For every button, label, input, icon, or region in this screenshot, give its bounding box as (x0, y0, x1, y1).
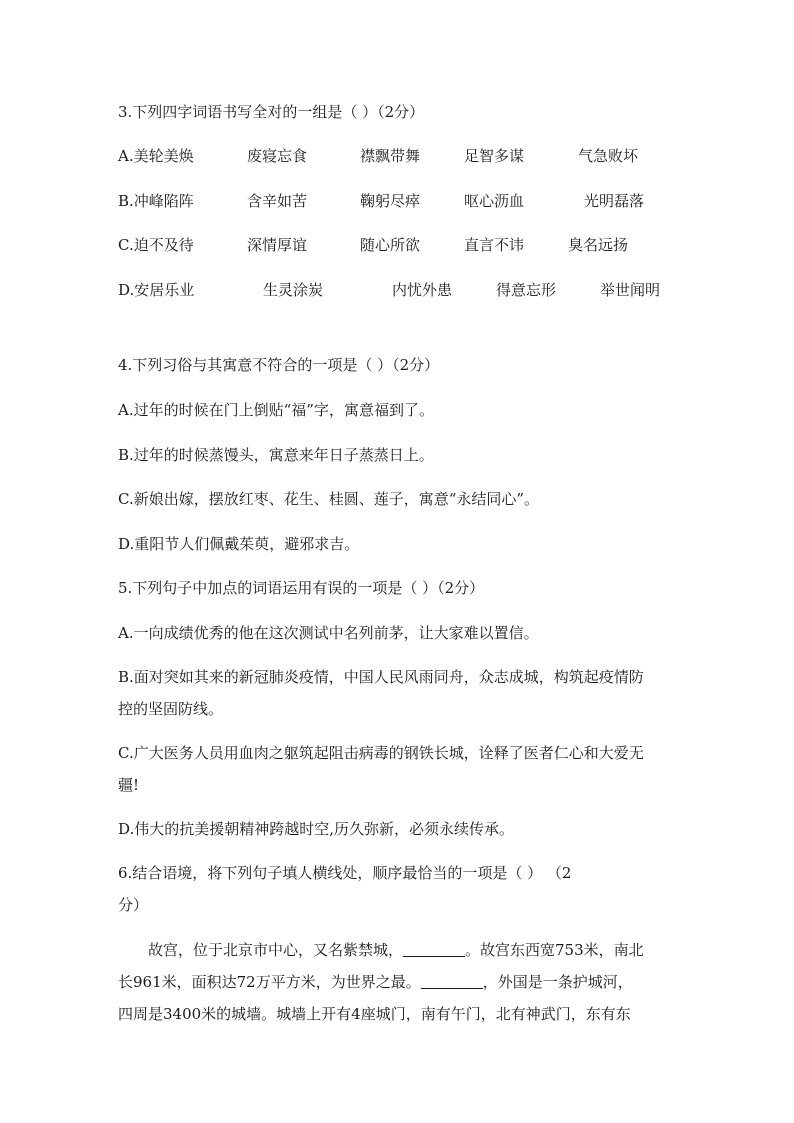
fill-blank-2[interactable] (421, 974, 483, 989)
q3-b-word-3: 鞠躬尽瘁 (360, 192, 421, 210)
q3-row-b (0, 191, 794, 211)
q3-d-word-4: 得意忘形 (496, 281, 557, 299)
q5-option-b-line1: B.面对突如其来的新冠肺炎疫情，中国人民风雨同舟，众志成城，构筑起疫情防 (118, 668, 644, 686)
q3-a-word-2: 废寝忘食 (247, 147, 308, 165)
q3-c-word-3: 随心所欲 (360, 236, 421, 254)
q3-a-word-5: 气急败坏 (578, 147, 639, 165)
q3-b-word-1: B.冲峰陷阵 (118, 192, 194, 210)
q3-d-word-2: 生灵涂炭 (263, 281, 324, 299)
q4-stem: 4.下列习俗与其寓意不符合的一项是（ ）（2分） (118, 356, 440, 374)
q4-option-a: A.过年的时候在门上倒贴“福”字，寓意福到了。 (118, 401, 434, 419)
q5-option-d: D.伟大的抗美援朝精神跨越时空,历久弥新，必须永续传承。 (118, 820, 515, 838)
q3-stem: 3.下列四字词语书写全对的一组是（ ）（2分） (118, 103, 425, 121)
q6-passage-line3: 四周是3400米的城墙。城墙上开有4座城门，南有午门，北有神武门，东有东 (118, 1005, 631, 1023)
q3-row-a (0, 146, 794, 166)
q5-option-a: A.一向成绩优秀的他在这次测试中名列前茅，让大家难以置信。 (118, 624, 539, 642)
q6-passage-line2 (118, 972, 633, 992)
q5-option-b-line2: 控的坚固防线。 (118, 700, 224, 718)
q4-option-d: D.重阳节人们佩戴茱萸，避邪求吉。 (118, 535, 360, 553)
q4-option-c: C.新娘出嫁，摆放红枣、花生、桂圆、莲子，寓意“永结同心”。 (118, 490, 540, 508)
q3-a-word-3: 襟飘带舞 (360, 147, 421, 165)
q3-d-word-1: D.安居乐业 (118, 281, 195, 299)
q6-passage-line1 (148, 940, 644, 960)
q3-a-word-1: A.美轮美焕 (118, 147, 194, 165)
q6-passage-text: 。故宫东西宽753米，南北 (465, 941, 644, 959)
q5-option-c-line1: C.广大医务人员用血肉之躯筑起阻击病毒的钢铁长城，诠释了医者仁心和大爱无 (118, 744, 644, 762)
q3-row-c (0, 235, 794, 255)
fill-blank-1[interactable] (403, 942, 465, 957)
q6-passage-text: ，外国是一条护城河， (482, 973, 633, 991)
q3-b-word-4: 呕心沥血 (464, 192, 525, 210)
q3-c-word-2: 深情厚谊 (247, 236, 308, 254)
q3-a-word-4: 足智多谋 (464, 147, 525, 165)
q3-b-word-2: 含辛如苦 (247, 192, 308, 210)
q3-c-word-5: 臭名远扬 (568, 236, 629, 254)
q6-passage-text: 故宫，位于北京市中心，又名紫禁城， (148, 941, 404, 959)
q3-d-word-3: 内忧外患 (392, 281, 453, 299)
q6-passage-text: 长961米，面积达72万平方米，为世界之最。 (118, 973, 421, 991)
q3-b-word-5: 光明磊落 (584, 192, 645, 210)
q3-c-word-1: C.迫不及待 (118, 236, 194, 254)
q3-d-word-5: 举世闻明 (600, 281, 661, 299)
q6-stem-line2: 分） (118, 896, 149, 914)
q5-stem: 5.下列句子中加点的词语运用有误的一项是（ ）（2分） (118, 579, 485, 597)
q3-row-d (0, 280, 794, 300)
q3-c-word-4: 直言不讳 (464, 236, 525, 254)
q5-option-c-line2: 疆! (118, 776, 140, 794)
q6-stem-line1: 6.结合语境，将下列句子填人横线处，顺序最恰当的一项是（ ） （2 (118, 864, 572, 882)
q4-option-b: B.过年的时候蒸馒头，寓意来年日子蒸蒸日上。 (118, 446, 434, 464)
